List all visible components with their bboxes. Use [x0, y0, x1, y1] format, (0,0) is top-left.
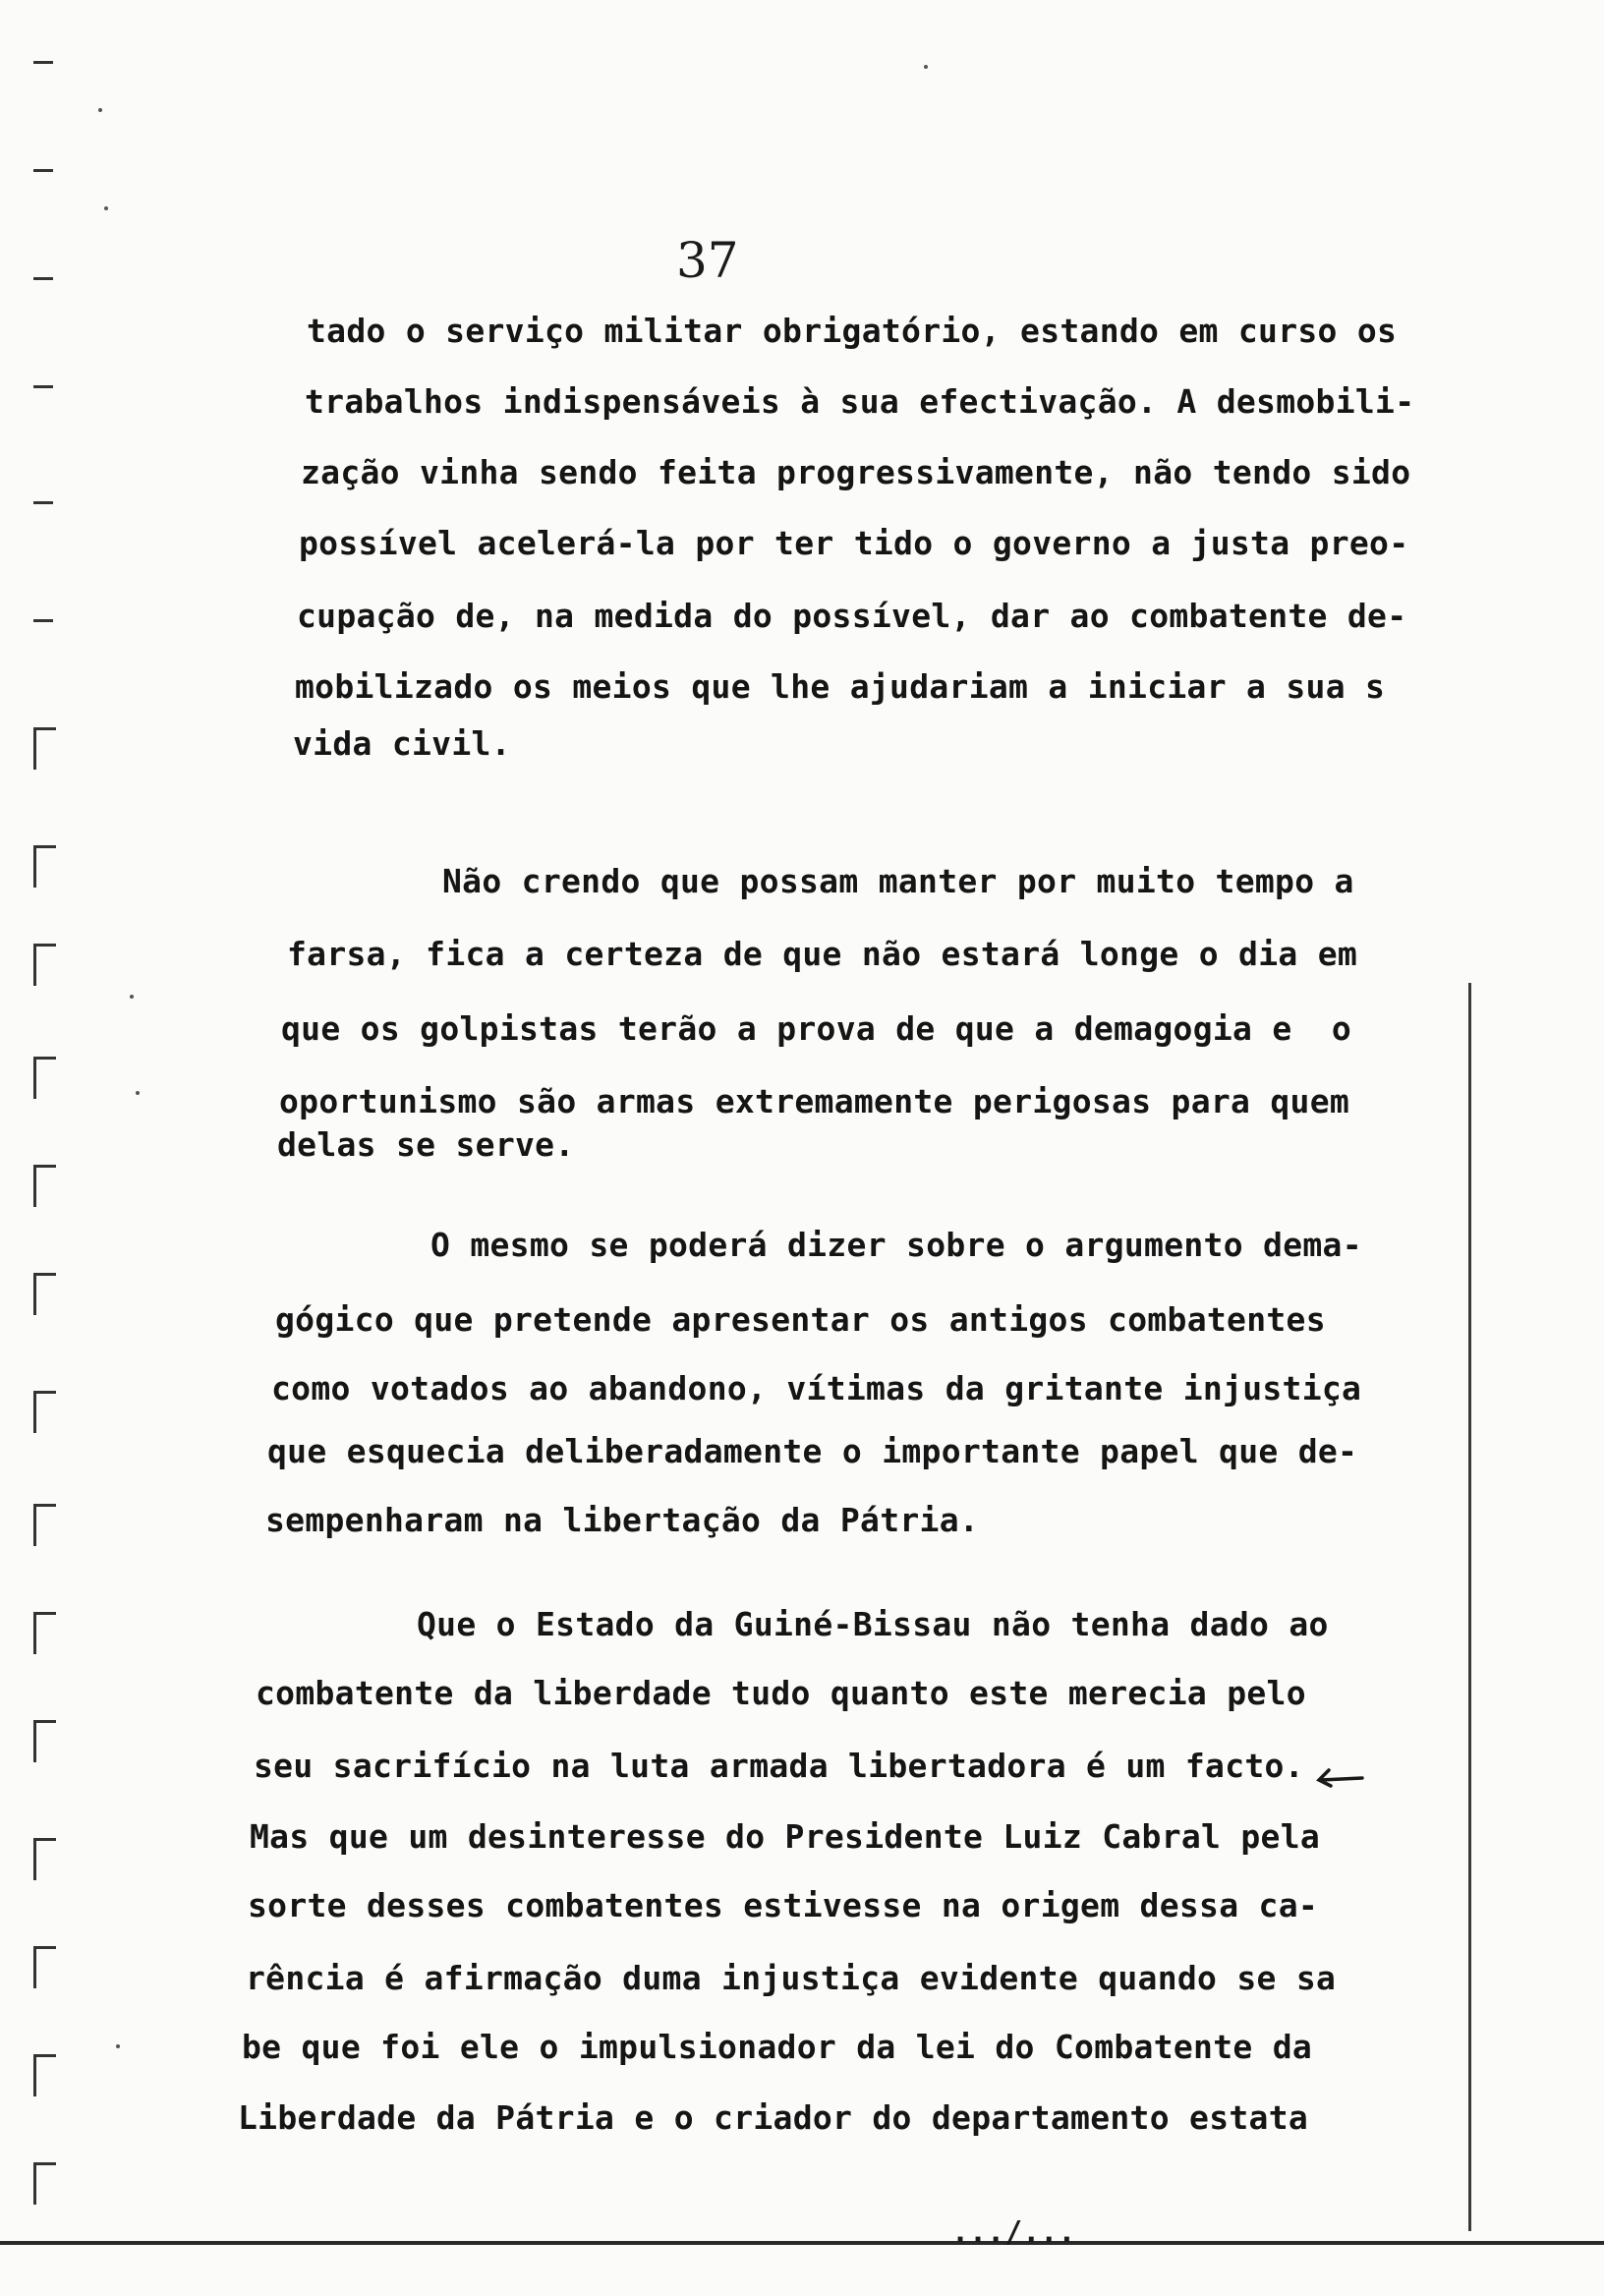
text-line: tado o serviço militar obrigatório, estando em curso os [307, 312, 1398, 350]
text-line: como votados ao abandono, vítimas da gritante injustiça [271, 1369, 1362, 1407]
text-line: trabalhos indispensáveis à sua efectivação. A desmobili- [305, 382, 1415, 421]
scan-speck [130, 995, 134, 999]
scan-speck [98, 108, 102, 112]
margin-mark [33, 385, 53, 388]
margin-mark [33, 1838, 56, 1880]
text-line: zação vinha sendo feita progressivamente, não tendo sido [301, 453, 1411, 491]
scan-speck [116, 2044, 120, 2048]
margin-mark [33, 944, 56, 986]
text-line: sorte desses combatentes estivesse na origem dessa ca- [248, 1886, 1319, 1924]
margin-mark [33, 169, 53, 172]
text-line: possível acelerá-la por ter tido o governo a justa preo- [299, 524, 1409, 562]
margin-mark [33, 1391, 56, 1433]
margin-mark [33, 845, 56, 888]
bottom-edge-rule [0, 2241, 1604, 2245]
right-margin-rule [1468, 983, 1471, 2231]
margin-mark [33, 1946, 56, 1988]
margin-mark [33, 61, 53, 64]
text-line: mobilizado os meios que lhe ajudariam a iniciar a sua s [295, 667, 1386, 706]
margin-mark [33, 2162, 56, 2205]
text-line: combatente da liberdade tudo quanto este merecia pelo [256, 1674, 1306, 1712]
margin-mark [33, 727, 56, 770]
text-line: vida civil. [293, 724, 511, 763]
text-line: Que o Estado da Guiné-Bissau não tenha dado ao [417, 1605, 1329, 1643]
text-line: farsa, fica a certeza de que não estará longe o dia em [287, 935, 1358, 973]
page-number: 37 [676, 232, 739, 289]
text-line: delas se serve. [277, 1125, 575, 1164]
arrow-left-icon [1315, 1766, 1364, 1790]
margin-mark [33, 1273, 56, 1315]
text-line: seu sacrifício na luta armada libertadora é um facto. [254, 1747, 1304, 1785]
text-line: be que foi ele o impulsionador da lei do Combatente da [242, 2028, 1313, 2066]
text-line: sempenharam na libertação da Pátria. [265, 1501, 980, 1539]
margin-mark [33, 277, 53, 280]
text-line: oportunismo são armas extremamente perigosas para quem [279, 1082, 1350, 1120]
margin-mark [33, 1504, 56, 1546]
margin-mark [33, 1057, 56, 1099]
continuation-mark: .../... [951, 2215, 1076, 2250]
text-line: O mesmo se poderá dizer sobre o argumento dema- [430, 1226, 1362, 1264]
margin-mark [33, 501, 53, 504]
scan-speck [104, 206, 108, 210]
text-line: Mas que um desinteresse do Presidente Luiz Cabral pela [250, 1817, 1321, 1856]
text-line: que os golpistas terão a prova de que a demagogia e o [281, 1009, 1352, 1048]
text-line: rência é afirmação duma injustiça evidente quando se sa [246, 1959, 1337, 1997]
margin-mark [33, 1720, 56, 1762]
margin-mark [33, 1612, 56, 1654]
margin-mark [33, 2054, 56, 2096]
margin-mark [33, 619, 53, 622]
text-line: Não crendo que possam manter por muito tempo a [442, 862, 1354, 900]
scan-speck [924, 65, 928, 69]
margin-mark [33, 1165, 56, 1207]
text-line: que esquecia deliberadamente o importante papel que de- [267, 1432, 1358, 1470]
text-line: Liberdade da Pátria e o criador do departamento estata [238, 2098, 1309, 2137]
text-line: gógico que pretende apresentar os antigos combatentes [275, 1300, 1326, 1339]
scan-speck [136, 1091, 140, 1095]
text-line: cupação de, na medida do possível, dar ao combatente de- [297, 597, 1407, 635]
